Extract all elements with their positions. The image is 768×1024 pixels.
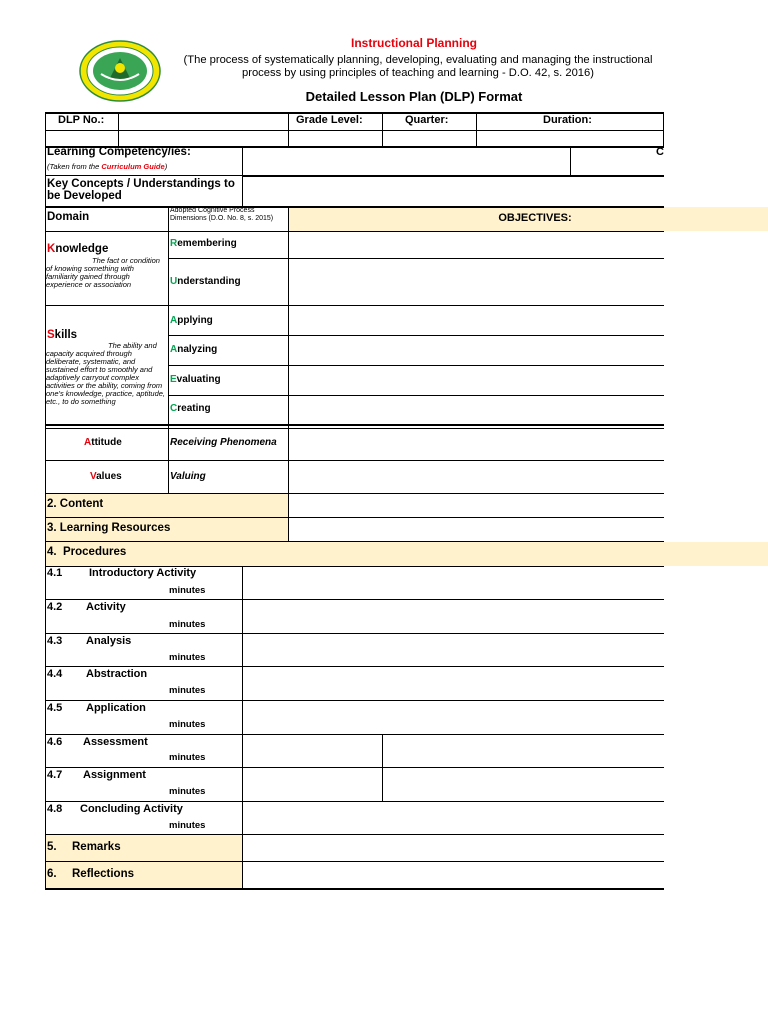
analyzing-rest: nalyzing [177,344,218,355]
competency-label: Learning Competency/ies: [47,146,191,158]
competency-note-prefix: (Taken from the [47,162,102,171]
key-concepts-line-1: Key Concepts / Understandings to [47,178,235,190]
procedure-label: Assignment [83,769,146,781]
attitude-initial: A [84,437,92,448]
valuing-label: Valuing [170,471,206,482]
skills-label [47,329,77,341]
domain-label: Domain [47,211,90,223]
competency-note-suffix: ) [164,162,168,171]
applying-label [170,315,213,326]
procedure-minutes: minutes [169,752,206,763]
values-initial: V [90,471,97,482]
grade-level-label: Grade Level: [296,114,363,126]
remembering-rest: emembering [177,238,237,249]
procedure-label: Abstraction [86,668,148,680]
attitude-rest: ttitude [91,437,122,448]
dlp-no-label: DLP No.: [58,114,105,126]
curriculum-guide-link: Curriculum Guide [101,162,165,171]
procedures-label: 4. Procedures [47,546,127,558]
procedure-minutes: minutes [169,619,206,630]
form-title: Detailed Lesson Plan (DLP) Format [305,89,523,104]
duration-label: Duration: [543,114,592,126]
creating-initial: C [170,403,178,414]
page-title: Instructional Planning [350,36,477,50]
knowledge-rest: nowledge [55,243,109,255]
competency-cut-text: C [656,146,664,158]
evaluating-rest: valuating [176,374,221,385]
procedure-number: 4.2 [47,601,63,613]
procedures-header-fill [45,542,768,566]
procedure-minutes: minutes [169,786,206,797]
procedure-label: Concluding Activity [80,803,183,815]
deped-seal [79,40,161,102]
procedure-number: 4.3 [47,635,63,647]
procedure-minutes: minutes [169,585,206,596]
reflections-number: 6. [47,868,57,880]
reflections-label: Reflections [72,868,134,880]
procedure-number: 4.5 [47,702,63,714]
procedure-minutes: minutes [169,820,206,831]
knowledge-description: The fact or condition of knowing something with familiarity gained through experience or association [46,256,160,289]
skills-rest: kills [54,329,78,341]
procedure-minutes: minutes [169,719,206,730]
deped-seal-icon [79,40,161,102]
skills-description: The ability and capacity acquired through deliberate, systematic, and sustained effort to smoothly and adaptively carryout complex activities or the ability, coming from one's knowledge, practice, aptitude, etc., to do something [46,341,166,406]
subtitle-line-1: (The process of systematically planning, developing, evaluating and managing the instructional [183,54,653,66]
evaluating-label [170,374,221,385]
applying-rest: pplying [177,315,213,326]
understanding-rest: nderstanding [177,276,241,287]
procedure-number: 4.6 [47,736,63,748]
cognitive-dimensions-label: Adopted Cognitive Process Dimensions (D.O. No. 8, s. 2015) [170,207,274,222]
procedure-number: 4.1 [47,567,63,579]
values-label [90,471,122,482]
remembering-label [170,238,237,249]
remarks-label: Remarks [72,841,121,853]
procedure-minutes: minutes [169,652,206,663]
receiving-phenomena-label: Receiving Phenomena [170,437,277,448]
values-rest: alues [96,471,122,482]
knowledge-label [47,243,108,255]
procedure-number: 4.8 [47,803,63,815]
quarter-label: Quarter: [405,114,449,126]
subtitle-line-2: process by using principles of teaching and learning - D.O. 42, s. 2016) [242,67,594,79]
remembering-initial: R [170,238,178,249]
procedure-label: Application [86,702,146,714]
remarks-number: 5. [47,841,57,853]
attitude-label [84,437,122,448]
procedure-minutes: minutes [169,685,206,696]
procedure-label: Analysis [86,635,132,647]
analyzing-label [170,344,217,355]
procedure-label: Assessment [83,736,148,748]
creating-label [170,403,211,414]
understanding-label [170,276,241,287]
content-label: 2. Content [47,498,104,510]
analyzing-initial: A [170,344,178,355]
learning-resources-label: 3. Learning Resources [47,522,171,534]
competency-note [47,162,167,171]
procedure-number: 4.4 [47,668,63,680]
evaluating-initial: E [170,374,177,385]
understanding-initial: U [170,276,178,287]
objectives-label: OBJECTIVES: [498,212,572,224]
procedure-number: 4.7 [47,769,63,781]
skills-initial: S [47,329,55,341]
procedure-label: Introductory Activity [89,567,197,579]
key-concepts-line-2: be Developed [47,190,122,202]
procedure-label: Activity [86,601,126,613]
creating-rest: reating [177,403,211,414]
applying-initial: A [170,315,178,326]
knowledge-initial: K [47,243,56,255]
